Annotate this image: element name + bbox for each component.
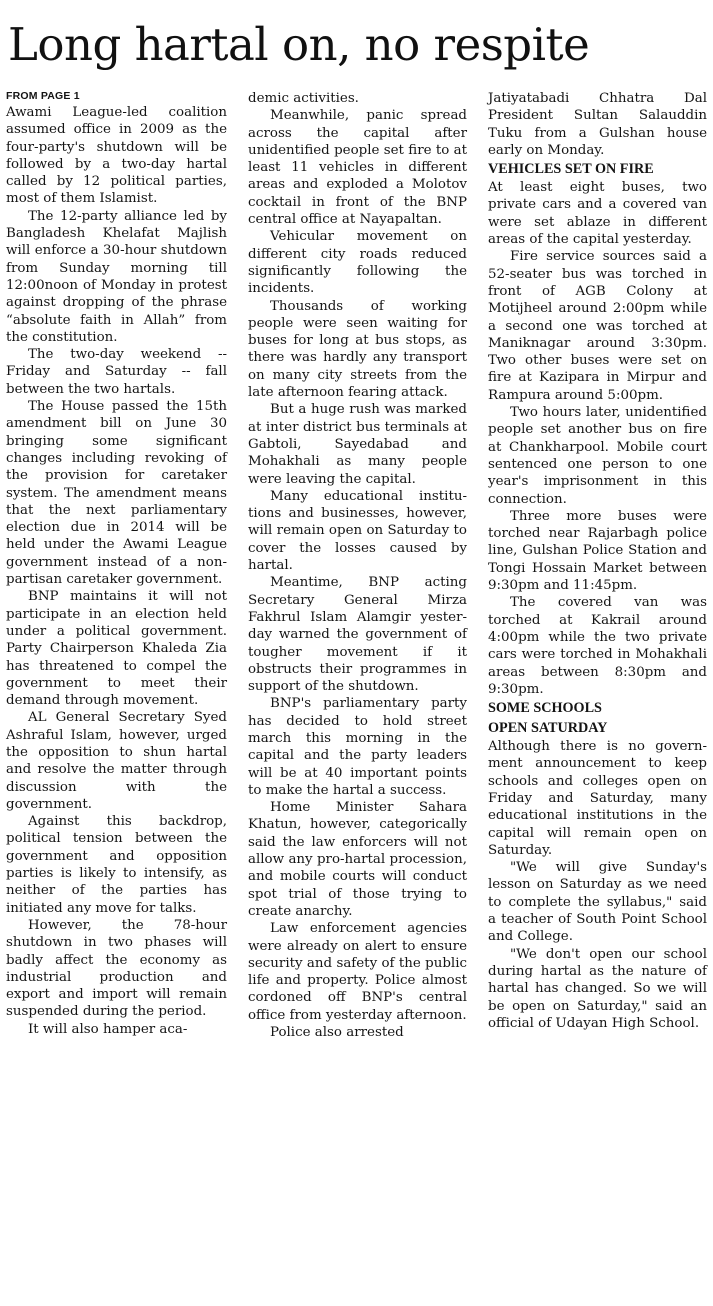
paragraph: BNP's parliamentary party has decided to hold street march this morning in the capital and the party leaders will be at 40 important points to make the hartal a success.	[248, 696, 467, 798]
paragraph: Awami League-led coalition assumed office in 2009 as the four-party's shutdown will be followed by a two-day hartal called by 12 political parties, most of them Islamist.	[6, 105, 227, 207]
paragraph: Vehicular movement on different city roads reduced significantly following the incidents.	[248, 229, 467, 297]
paragraph: Law enforcement agencies were already on alert to ensure security and safety of the public life and property. Police almost cordoned off BNP's central office from yesterday afternoon.	[248, 921, 467, 1023]
subheading-line: OPEN SATURDAY	[488, 720, 608, 737]
page-continuation-label: FROM PAGE 1	[6, 90, 80, 102]
paragraph: The two-day weekend -- Friday and Saturday -- fall between the two hartals.	[6, 347, 227, 397]
paragraph: But a huge rush was marked at inter district bus terminals at Gabtoli, Sayedabad and Mohakhali as many people were leaving the capital.	[248, 402, 467, 487]
headline: Long hartal on, no respite	[8, 18, 590, 71]
paragraph: Thousands of working people were seen waiting for buses for long at bus stops, as there was hardly any transport on many city streets from the late afternoon fearing attack.	[248, 298, 467, 401]
paragraph: The House passed the 15th amendment bill on June 30 bringing some significant changes including revoking of the provision for caretaker system. The amendment means that the next parliamentary election due in 2014 will be held under the Awami League government instead of a non-partisan caretaker government.	[6, 399, 227, 588]
paragraph: Fire service sources said a 52-seater bus was torched in front of AGB Colony at Motijheel around 2:00pm while a second one was torched at Maniknagar around 3:30pm. Two other buses were set on fire at Kazipara in Mirpur and Rampura around 5:00pm.	[488, 249, 707, 403]
paragraph: Home Minister Sahara Khatun, however, categorically said the law enforcers will not allow any pro-hartal procession, and mobile courts will conduct spot trial of those trying to create anarchy.	[248, 800, 467, 919]
paragraph: Although there is no government announcement to keep schools and colleges open on Friday and Saturday, many educational institutions in the capital will remain open on Saturday.	[488, 739, 707, 858]
paragraph: "We will give Sunday's lesson on Saturday as we need to complete the syllabus," said a teacher of South Point School and College.	[488, 860, 707, 945]
subheading-schools	[488, 698, 707, 738]
paragraph: At least eight buses, two private cars and a covered van were set ablaze in different areas of the capital yesterday.	[488, 180, 707, 248]
paragraph: The covered van was torched at Kakrail around 4:00pm while the two private cars were torched in Mohakhali areas between 8:30pm and 9:30pm.	[488, 595, 707, 697]
paragraph: "We don't open our school during hartal as the nature of hartal has changed. So we will be open on Saturday," said an official of Udayan High School.	[488, 946, 707, 1031]
subheading-line: SOME SCHOOLS	[488, 700, 602, 717]
paragraph: Meantime, BNP acting Secretary General Mirza Fakhrul Islam Alamgir yesterday warned the government of tougher movement if it obstructs their programmes in support of the shutdown.	[248, 575, 467, 695]
paragraph: Police also arrested	[270, 1025, 404, 1041]
paragraph: BNP maintains it will not participate in an election held under a political government. Party Chairperson Khaleda Zia has threatened to compel the government to meet their demand through movement.	[6, 589, 227, 709]
paragraph: Against this backdrop, political tension between the government and opposition parties is likely to intensify, as neither of the parties has initiated any move for talks.	[6, 814, 227, 916]
paragraph: Meanwhile, panic spread across the capital after unidentified people set fire to at least 11 vehicles in different areas and exploded a Molotov cocktail in front of the BNP central office at Nayapaltan.	[248, 108, 467, 228]
paragraph: Many educational institutions and businesses, however, will remain open on Saturday to cover the losses caused by hartal.	[248, 488, 467, 574]
paragraph: AL General Secretary Syed Ashraful Islam, however, urged the opposition to shun hartal and resolve the matter through discussion with the government.	[6, 710, 227, 812]
paragraph: Three more buses were torched near Rajarbagh police line, Gulshan Police Station and Tongi Hossain Market between 9:30pm and 11:45pm.	[488, 508, 707, 594]
article-column-1	[6, 90, 227, 1038]
subheading-vehicles: VEHICLES SET ON FIRE	[488, 161, 654, 178]
article-column-3	[488, 90, 707, 1032]
paragraph: It will also hamper aca-	[28, 1021, 188, 1037]
paragraph: However, the 78-hour shutdown in two phases will badly affect the economy as industrial production and export and import will remain suspended during the period.	[6, 917, 227, 1020]
paragraph: The 12-party alliance led by Bangladesh Khelafat Majlish will enforce a 30-hour shutdown from Sunday morning till 12:00noon of Monday in protest against dropping of the phrase “absolute faith in Allah” from the constitution.	[6, 208, 227, 345]
article-column-2	[248, 90, 467, 1041]
paragraph: Jatiyatabadi Chhatra Dal President Sultan Salauddin Tuku from a Gulshan house early on Monday.	[488, 91, 707, 158]
paragraph: Two hours later, unidentified people set another bus on fire at Chankharpool. Mobile court sentenced one person to one year's imprisonment in this connection.	[488, 405, 707, 507]
paragraph: demic activities.	[248, 91, 359, 106]
